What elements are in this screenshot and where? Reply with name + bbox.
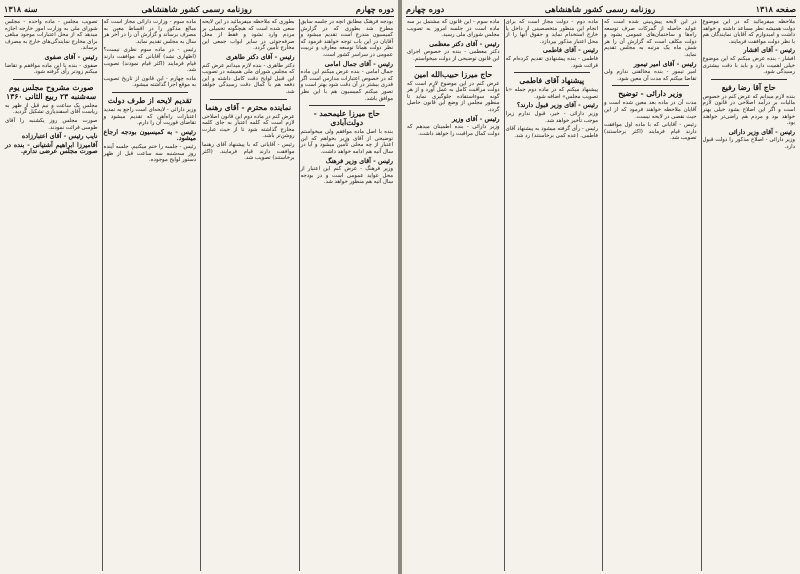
left-header-section: دوره چهارم (355, 4, 394, 14)
text-paragraph: صورت مجلس روز یکشنبه را آقای طوسی قرائت نمودند. (5, 117, 98, 131)
divider (112, 92, 189, 93)
left-column-4 (4, 19, 99, 571)
right-page (402, 0, 800, 574)
text-paragraph: بودجه فرهنگ مطابق آنچه در جلسه سابق مطرح شد بطوری که در گزارش کمیسیون مندرج است تقدیم میشود و آقایان در این باب توجه خواهند فرمود که نظر دولت همانا توسعه معارف و تربیت عمومی در سراسر کشور است. (300, 19, 393, 58)
left-header-date: سنه ۱۳۱۸ (4, 4, 38, 14)
right-column-2 (602, 19, 698, 571)
speaker-line: نایب رئیس - آقای اعتبارزاده (21, 132, 98, 141)
right-page-header (406, 2, 796, 17)
section-heading: حاج آقا رضا رفیع (721, 82, 776, 92)
left-column-1 (299, 19, 395, 571)
right-column-4 (406, 19, 501, 571)
speaker-line: رئیس - آقای وزیر (451, 114, 500, 123)
text-paragraph: تصویب مجلس - ماده واحده - مجلس شورای ملی به وزارت امور خارجه اجازه میدهد که از محل اعتبارات موجود مبلغی برای مخارج نمایندگی‌های خارج به مصرف برساند. (5, 19, 98, 52)
left-page-columns (4, 19, 394, 571)
text-paragraph: ماده سوم - وزارت دارائی مجاز است که مبالغ مذکور را در اقساط معین به مصرف برساند و گزارش آن را در آخر هر سال به مجلس تقدیم نماید. (103, 19, 196, 45)
left-column-3 (102, 19, 198, 571)
speaker-line: رئیس - آقای صفوی (44, 52, 98, 61)
speaker-line: رئیس - آقای فاطمی (542, 46, 598, 55)
right-header-section: دوره چهارم (406, 4, 445, 14)
section-heading: پیشنهاد آقای فاطمی (519, 76, 585, 86)
text-paragraph: در این لایحه پیش‌بینی شده است که عواید حاصله از گمرکات صرف توسعه راه‌ها و ساختمان‌های عمومی بشود و دولت مکلف است که گزارش آن را هر شش ماه یک مرتبه به مجلس تقدیم نماید. (604, 19, 697, 58)
text-paragraph: ملاحظه میفرمائید که در این موضوع دولت همیشه نظر مساعد داشته و خواهد داشت و امیدوارم که آقایان نمایندگان هم با نظر دولت موافقت فرمایند. (702, 19, 795, 45)
text-paragraph: صفوی - بنده با این ماده موافقم و تقاضا میکنم زودتر رأی گرفته شود. (5, 62, 98, 76)
text-paragraph: پیشنهاد میکنم که در ماده دوم جمله «با تصویب مجلس» اضافه شود. (505, 87, 598, 100)
section-heading: تقدیم لایحه از طرف دولت (107, 95, 192, 105)
text-paragraph: وزیر دارائی - اصلاح مذکور را دولت قبول دارد. (702, 137, 795, 150)
section-heading: نماینده محترم - آقای رهنما (205, 102, 292, 112)
text-paragraph: وزیر دارائی - خیر، قبول ندارم زیرا موجب تأخیر خواهد شد. (505, 110, 598, 124)
text-paragraph: رئیس - آقایانی که با ماده اول موافقت دارند قیام فرمایند (اکثر برخاستند) تصویب شد. (604, 122, 697, 142)
text-paragraph: رئیس - آقایانی که با پیشنهاد آقای رهنما موافقت دارند قیام فرمایند. (اکثر برخاستند) تصویب شد. (202, 141, 295, 162)
speaker-line: رئیس - آقای وزیر فرهنگ (325, 156, 393, 165)
text-paragraph: جمال امامی - بنده عرض میکنم این ماده که در خصوص اعتبارات مدارس است اگر قدری بیشتر در آن دقت شود بهتر است و تصور میکنم کمیسیون هم با این نظر موافق باشد. (300, 69, 393, 102)
right-page-columns (406, 19, 796, 571)
divider (309, 105, 386, 106)
text-paragraph: افشار - بنده عرض میکنم که این موضوع خیلی اهمیت دارد و باید با دقت بیشتری رسیدگی شود. (702, 55, 795, 76)
text-paragraph: بنده لازم میدانم که عرض کنم در خصوص مالیات بر درآمد اصلاحی در قانون لازم است و اگر این اصلاح بشود خیلی بهتر خواهد بود و مردم هم راضی‌تر خواهند بود. (702, 93, 795, 127)
text-paragraph: عرض کنم در ماده دوم این قانون اصلاحی لازم است که کلمه اعتبار به جای کلمه مخارج گذاشته شود تا از حیث عبارت روشن‌تر باشد. (202, 113, 295, 140)
text-paragraph: دکتر معظمی - بنده در خصوص اجرای این قانون توضیحی از دولت میخواستم. (407, 49, 500, 62)
text-paragraph: ماده دوم - دولت مجاز است که برای انجام این منظور متخصصینی از داخل یا خارج استخدام نماید و حقوق آنها را از محل اعتبار مذکور بپردازد. (505, 19, 598, 45)
section-heading: حاج میرزا حبیب‌الله امین (414, 69, 493, 79)
speaker-line: رئیس - به کمیسیون بودجه ارجاع میشود. (103, 127, 196, 143)
left-header-title: روزنامه رسمی کشور شاهنشاهی (141, 4, 252, 14)
text-paragraph: وزیر دارائی - بنده اطمینان میدهم که دولت کمال مراقبت را خواهد داشت. (407, 124, 500, 137)
speaker-line: رئیس - آقای وزیر قبول دارند؟ (516, 101, 598, 110)
section-heading: صورت مشروح مجلس یوم سه‌شنبه ۲۳ ربیع الثانی ۱۳۶۰ (6, 82, 97, 101)
speaker-line: رئیس - آقای جمال امامی (324, 59, 393, 68)
speaker-line: رئیس - آقای دکتر طاهری (225, 52, 295, 61)
text-paragraph: بطوری که ملاحظه میفرمائید در این لایحه سعی شده است که هیچگونه تحمیلی بر مردم وارد نشود و فقط از محل صرفه‌جوئی در سایر ابواب جمعی این مخارج تأمین گردد. (202, 19, 295, 52)
text-paragraph: فاطمی - بنده پیشنهادی تقدیم کرده‌ام که قرائت شود. (505, 55, 598, 69)
right-column-3 (504, 19, 600, 571)
text-paragraph: رئیس - در ماده سوم نظری نیست؟ (اظهاری نشد) آقایانی که موافقت دارند قیام فرمایند (اکثر قیام نمودند) تصویب شد. (103, 47, 196, 74)
text-paragraph: ماده چهارم - این قانون از تاریخ تصویب به موقع اجرا گذاشته میشود. (103, 75, 196, 89)
divider (514, 72, 591, 73)
left-column-2 (200, 19, 296, 571)
text-paragraph: امیر تیمور - بنده مخالفتی ندارم ولی تقاضا میکنم که مدت آن معین شود. (604, 69, 697, 82)
speaker-line: رئیس - آقای امیر تیمور (633, 59, 697, 68)
divider (711, 79, 788, 80)
speaker-line: رئیس - آقای دکتر معظمی (429, 39, 500, 48)
speaker-line: رئیس - آقای افشار (743, 46, 795, 55)
right-header-date: صفحه ۱۳۱۸ (755, 4, 796, 14)
right-column-1 (701, 19, 797, 571)
speaker-line: آقامیرزا ابراهیم آشتیانی - بنده در صورت مجلس عرضی ندارم. (5, 140, 98, 156)
text-paragraph: رئیس - جلسه را ختم میکنیم. جلسه آینده روز سه‌شنبه سه ساعت قبل از ظهر دستور لوایح موجوده. (103, 143, 196, 164)
divider (612, 85, 689, 86)
divider (415, 66, 492, 67)
divider (13, 79, 90, 80)
left-page (0, 0, 398, 574)
left-page-header (4, 2, 394, 17)
section-heading: حاج میرزا علیمحمد - دولت‌آبادی (313, 109, 380, 128)
text-paragraph: وزیر فرهنگ - عرض کنم این اعتبار از محل عواید عمومی است و در بودجه سال آتیه هم منظور خواهد شد. (300, 166, 393, 186)
text-paragraph: دکتر طاهری - بنده لازم میدانم عرض کنم که مجلس شورای ملی همیشه در تصویب این قبیل لوایح دقت کامل داشته و این دفعه هم با کمال دقت رسیدگی خواهد شد. (202, 62, 295, 95)
text-paragraph: وزیر دارائی - لایحه‌ای است راجع به تمدید اعتبارات راه‌آهن که تقدیم میشود و تقاضای فوریت آن را دارم. (103, 106, 196, 127)
section-heading: وزیر دارائی - توضیح (618, 89, 683, 99)
text-paragraph: ماده سوم - این قانون که مشتمل بر سه ماده است در جلسه امروز به تصویب مجلس شورای ملی رسید. (407, 19, 500, 39)
right-header-title: روزنامه رسمی کشور شاهنشاهی (544, 4, 656, 14)
text-paragraph: مجلس یک ساعت و نیم قبل از ظهر به ریاست آقای اسفندیاری تشکیل گردید. (5, 102, 98, 116)
text-paragraph: مدت آن در ماده بعد معین شده است و آقایان ملاحظه خواهند فرمود که از این حیث نقصی در لایحه نیست. (604, 100, 697, 120)
divider (210, 99, 287, 100)
speaker-line: رئیس - آقای وزیر دارائی (728, 127, 795, 136)
text-paragraph: رئیس - رأی گرفته میشود به پیشنهاد آقای فاطمی. (عده کمی برخاستند) رد شد. (505, 126, 598, 139)
text-paragraph: بنده با اصل ماده موافقم ولی میخواستم توضیحی از آقای وزیر بخواهم که این اعتبار از چه محلی تأمین میشود و آیا در سال آتیه هم ادامه خواهد داشت. (300, 129, 393, 155)
text-paragraph: عرض کنم در این موضوع لازم است که دولت مراقبت کامل به عمل آورد و از هر گونه سوءاستفاده جلوگیری نماید تا منظور مجلس از وضع این قانون حاصل گردد. (407, 80, 500, 113)
